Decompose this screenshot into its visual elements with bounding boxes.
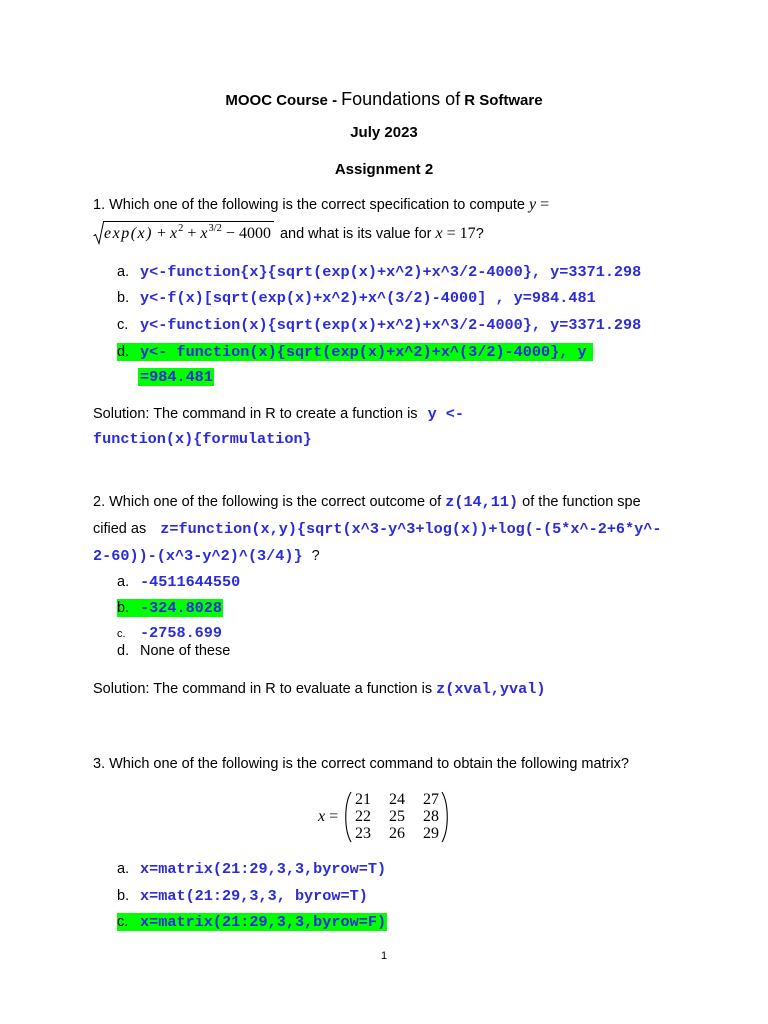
course-title [0, 87, 768, 113]
assignment-title: Assignment 2 [334, 161, 434, 178]
q2-solution [93, 679, 545, 699]
minus-sign: − [225, 225, 235, 242]
q1-y-variable: y [529, 196, 537, 213]
option-code: -4511644550 [140, 573, 241, 591]
radical-stroke [94, 222, 104, 244]
option-text: None of these [140, 643, 231, 659]
x-term: x [170, 225, 178, 242]
q1-solution-line2 [93, 429, 312, 449]
matrix-expression [316, 790, 452, 844]
answer-highlight [117, 913, 387, 931]
right-parenthesis-stroke [442, 792, 447, 842]
matrix-cell: 28 [423, 808, 439, 825]
option-code: y<-function{x}{sqrt(exp(x)+x^2)+x^3/2-4000}, y=3371.298 [140, 263, 642, 281]
course-prefix: MOOC Course - [225, 92, 338, 109]
option-letter: b. [117, 600, 130, 616]
option-code: =984.481 [140, 368, 213, 386]
matrix-cell: 21 [355, 791, 371, 808]
exponent: 2 [178, 223, 184, 234]
x-term: x [200, 225, 208, 242]
matrix-variable: x [318, 808, 326, 825]
option-letter: a. [117, 264, 130, 280]
q2-option-b [117, 598, 223, 618]
course-suffix: R Software [464, 92, 543, 109]
q2-stem-line1 [93, 492, 641, 512]
option-letter: d. [117, 344, 130, 360]
q2-stem-code: z(14,11) [445, 493, 519, 511]
constant-term: 4000 [238, 225, 271, 242]
q2-stem-line2 [93, 519, 662, 539]
page-number: 1 [380, 950, 388, 962]
assignment-date: July 2023 [350, 124, 418, 141]
q2-stem-text: cified as [93, 521, 147, 537]
left-parenthesis-icon [343, 791, 352, 843]
q1-x-variable: x [435, 225, 443, 242]
radicand [103, 221, 274, 245]
left-parenthesis-stroke [346, 792, 351, 842]
q2-question-mark: ? [311, 548, 320, 564]
exponent: 3/2 [208, 223, 222, 234]
matrix-grid [352, 791, 442, 842]
q2-stem-text: of the function spe [522, 494, 641, 510]
q1-stem-line2 [93, 221, 484, 245]
option-letter: b. [117, 290, 130, 306]
matrix-cell: 27 [423, 791, 439, 808]
q1-question-mark: ? [475, 226, 484, 242]
plus-sign: + [156, 225, 166, 242]
solution-code: z(xval,yval) [436, 680, 546, 698]
solution-text: Solution: The command in R to evaluate a function is [93, 681, 433, 697]
q3-option-a [117, 859, 386, 879]
q2-option-a [117, 572, 240, 592]
matrix-cell: 24 [389, 791, 405, 808]
matrix-cell: 23 [355, 825, 371, 842]
q1-option-a [117, 262, 641, 282]
option-letter: c. [117, 914, 129, 930]
option-letter: d. [117, 643, 130, 659]
option-letter: b. [117, 888, 130, 904]
option-letter: c. [117, 317, 129, 333]
q3-stem [93, 754, 629, 774]
option-letter: a. [117, 861, 130, 877]
course-name: Foundations of [341, 89, 461, 109]
matrix-cell: 26 [389, 825, 405, 842]
q1-stem-line1 [93, 195, 549, 215]
exp-term: exp(x) [104, 225, 153, 242]
solution-text: Solution: The command in R to create a function is [93, 406, 418, 422]
option-code: -324.8028 [140, 599, 223, 617]
option-code: x=matrix(21:29,3,3,byrow=T) [140, 860, 387, 878]
q1-stem-text: 1. Which one of the following is the correct specification to compute [93, 197, 525, 213]
option-code: y<-f(x)[sqrt(exp(x)+x^2)+x^(3/2)-4000] , y=984.481 [140, 289, 596, 307]
sqrt-expression [93, 221, 274, 245]
right-parenthesis-icon [441, 791, 450, 843]
matrix-cell: 22 [355, 808, 371, 825]
radical-sign-icon [93, 221, 104, 245]
q2-stem-line3 [93, 546, 320, 566]
q1-option-d [117, 342, 593, 362]
matrix-lhs [318, 807, 338, 827]
matrix-cell: 25 [389, 808, 405, 825]
answer-highlight [117, 343, 593, 361]
solution-code: function(x){formulation} [93, 430, 312, 448]
option-code: x=matrix(21:29,3,3,byrow=F) [140, 913, 387, 931]
q2-stem-text: 2. Which one of the following is the correct outcome of [93, 494, 442, 510]
plus-sign: + [187, 225, 197, 242]
q3-stem-text: 3. Which one of the following is the correct command to obtain the following matrix? [93, 756, 629, 772]
q2-function-code: 2-60))-(x^3-y^2)^(3/4)} [93, 547, 303, 565]
q3-option-b [117, 886, 368, 906]
option-code: y<-function(x){sqrt(exp(x)+x^2)+x^3/2-4000}, y=3371.298 [140, 316, 642, 334]
answer-highlight [138, 368, 214, 386]
q1-option-d-continued [138, 367, 214, 387]
option-code: y<- function(x){sqrt(exp(x)+x^2)+x^(3/2)-4000}, y [140, 343, 587, 361]
answer-highlight [117, 599, 223, 617]
q1-option-c [117, 315, 641, 335]
q1-solution-line1 [93, 404, 464, 424]
matrix-equals: = [329, 808, 339, 825]
matrix-cell: 29 [423, 825, 439, 842]
q2-function-code: z=function(x,y){sqrt(x^3-y^3+log(x))+log(-(5*x^-2+6*y^- [160, 520, 662, 538]
q1-equals-sign: = [540, 196, 550, 213]
q1-option-b [117, 288, 596, 308]
q2-option-d [117, 641, 230, 661]
option-code: x=mat(21:29,3,3, byrow=T) [140, 887, 368, 905]
q3-option-c [117, 912, 387, 932]
option-code: -2758.699 [140, 624, 223, 642]
solution-code: y <- [427, 405, 465, 423]
q1-stem-text-2: and what is its value for [279, 226, 432, 242]
option-letter: a. [117, 574, 130, 590]
q1-x-value: = 17 [446, 225, 476, 242]
option-letter: c. [117, 628, 126, 640]
